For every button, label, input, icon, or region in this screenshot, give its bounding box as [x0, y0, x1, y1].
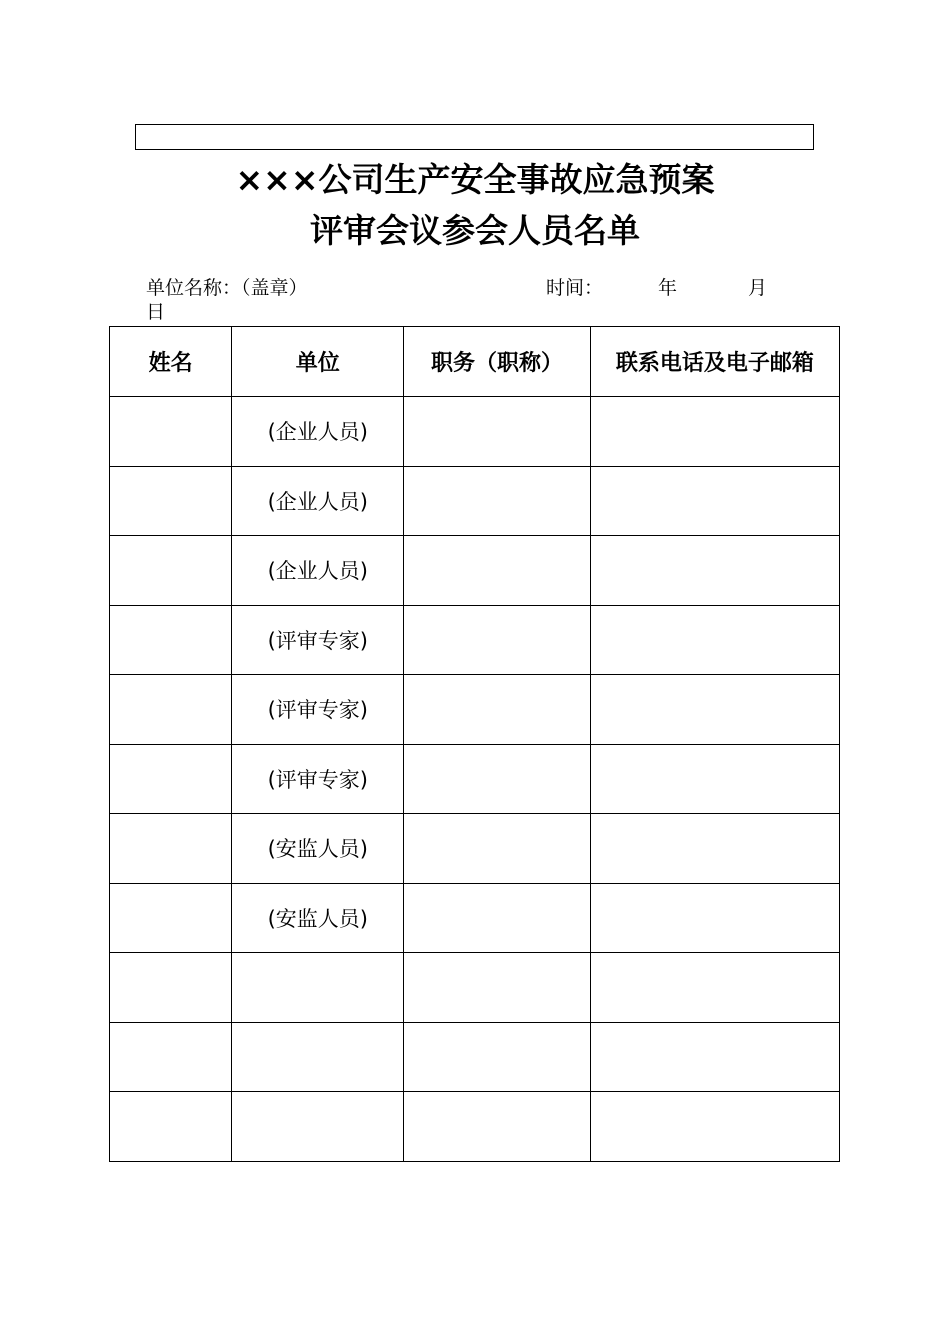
- table-row: [110, 536, 840, 606]
- cell-position[interactable]: [404, 953, 590, 1023]
- cell-contact[interactable]: [590, 883, 839, 953]
- cell-position[interactable]: [404, 397, 590, 467]
- cell-name[interactable]: [110, 397, 232, 467]
- cell-name[interactable]: [110, 953, 232, 1023]
- table-row: [110, 883, 840, 953]
- cell-position[interactable]: [404, 744, 590, 814]
- cell-name[interactable]: [110, 1022, 232, 1092]
- time-label: 时间：: [546, 277, 604, 299]
- cell-contact[interactable]: [590, 1092, 839, 1162]
- cell-position[interactable]: [404, 1022, 590, 1092]
- unit-name-label: 单位名称：（盖章）: [146, 277, 308, 299]
- cell-contact[interactable]: [590, 605, 839, 675]
- cell-unit[interactable]: (企业人员): [232, 536, 404, 606]
- cell-unit[interactable]: (安监人员): [232, 814, 404, 884]
- table-row: [110, 953, 840, 1023]
- cell-unit[interactable]: (评审专家): [232, 675, 404, 745]
- cell-contact[interactable]: [590, 397, 839, 467]
- cell-position[interactable]: [404, 1092, 590, 1162]
- year-label: 年: [658, 277, 678, 299]
- month-label: 月: [748, 277, 768, 299]
- header-name: 姓名: [110, 327, 232, 397]
- table-row: [110, 466, 840, 536]
- cell-unit[interactable]: (安监人员): [232, 883, 404, 953]
- cell-contact[interactable]: [590, 1022, 839, 1092]
- table-row: [110, 744, 840, 814]
- cell-name[interactable]: [110, 466, 232, 536]
- document-subtitle: 评审会议参会人员名单: [310, 211, 640, 250]
- table-header-row: [110, 327, 840, 397]
- cell-unit[interactable]: (评审专家): [232, 744, 404, 814]
- header-contact: 联系电话及电子邮箱: [590, 327, 839, 397]
- cell-position[interactable]: [404, 883, 590, 953]
- cell-position[interactable]: [404, 605, 590, 675]
- cell-position[interactable]: [404, 814, 590, 884]
- cell-unit[interactable]: [232, 1092, 404, 1162]
- cell-contact[interactable]: [590, 466, 839, 536]
- cell-position[interactable]: [404, 536, 590, 606]
- header-blank-box: [135, 124, 814, 150]
- table-row: [110, 1092, 840, 1162]
- table-row: [110, 814, 840, 884]
- table-row: [110, 397, 840, 467]
- meta-line: [146, 276, 806, 326]
- day-label: 日: [146, 301, 166, 323]
- cell-unit[interactable]: (评审专家): [232, 605, 404, 675]
- cell-name[interactable]: [110, 883, 232, 953]
- table-row: [110, 1022, 840, 1092]
- cell-unit[interactable]: [232, 953, 404, 1023]
- cell-contact[interactable]: [590, 814, 839, 884]
- cell-position[interactable]: [404, 675, 590, 745]
- header-position: 职务（职称）: [404, 327, 590, 397]
- header-unit: 单位: [232, 327, 404, 397]
- table-row: [110, 605, 840, 675]
- cell-name[interactable]: [110, 744, 232, 814]
- cell-unit[interactable]: [232, 1022, 404, 1092]
- cell-unit[interactable]: (企业人员): [232, 397, 404, 467]
- document-title: ×××公司生产安全事故应急预案: [235, 160, 715, 199]
- cell-name[interactable]: [110, 1092, 232, 1162]
- cell-name[interactable]: [110, 675, 232, 745]
- cell-name[interactable]: [110, 814, 232, 884]
- cell-position[interactable]: [404, 466, 590, 536]
- cell-contact[interactable]: [590, 744, 839, 814]
- table-row: [110, 675, 840, 745]
- attendee-table: [109, 326, 840, 1162]
- cell-unit[interactable]: (企业人员): [232, 466, 404, 536]
- cell-contact[interactable]: [590, 675, 839, 745]
- cell-name[interactable]: [110, 536, 232, 606]
- cell-contact[interactable]: [590, 536, 839, 606]
- cell-name[interactable]: [110, 605, 232, 675]
- cell-contact[interactable]: [590, 953, 839, 1023]
